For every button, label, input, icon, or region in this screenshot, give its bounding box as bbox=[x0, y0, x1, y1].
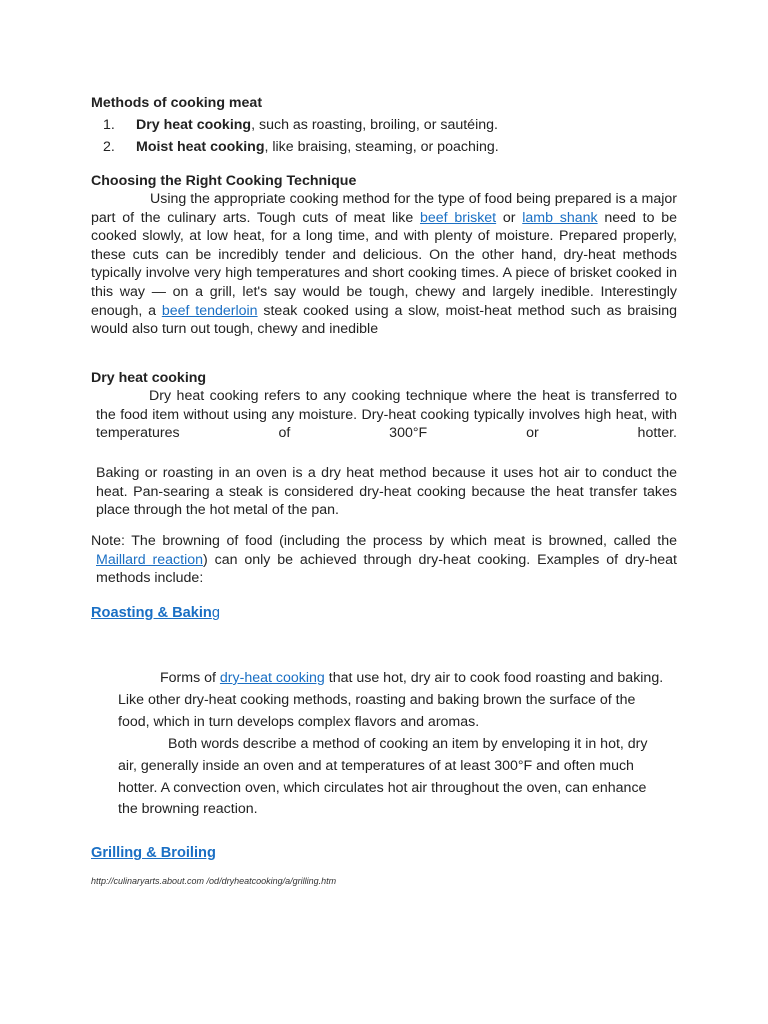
heading-grilling-broiling-link[interactable]: Grilling & Broiling bbox=[91, 845, 216, 861]
list-item-text: , like braising, steaming, or poaching. bbox=[264, 139, 499, 155]
paragraph-browning-note bbox=[91, 532, 677, 588]
paragraph-text: need to be cooked slowly, at low heat, for a long time, and with plenty of moisture. Prepared properly, these cuts can be incredibly tender and delicious. On the other hand, dry-heat methods typically involve very high temperatures and short cooking times. A piece of brisket cooked in this way — on a grill, let's say would be tough, chewy and largely inedible. Interestingly enough, a bbox=[91, 209, 678, 319]
heading-text: Roasting & Bakin bbox=[91, 605, 212, 621]
link-dry-heat-cooking[interactable]: dry-heat cooking bbox=[219, 670, 325, 686]
paragraph-roasting-baking-description: Both words describe a method of cooking an item by enveloping it in hot, dry air, generally inside an oven and at temperatures of at least 300°F and often much hotter. A convection oven, which circulates hot air throughout the oven, can enhance the browning reaction. bbox=[118, 736, 648, 818]
paragraph-baking-roasting: Baking or roasting in an oven is a dry heat method because it uses hot air to conduct the heat. Pan-searing a steak is considered dry-heat cooking because the heat transfer takes place through the hot metal of the pan. bbox=[96, 465, 677, 519]
list-number: 2. bbox=[103, 139, 115, 155]
link-lamb-shank[interactable]: lamb shank bbox=[522, 209, 598, 226]
link-maillard-reaction[interactable]: Maillard reaction bbox=[96, 551, 204, 568]
paragraph-text: ) can only be achieved through dry-heat cooking. Examples of dry-heat methods include: bbox=[96, 551, 677, 587]
paragraph-text: steak cooked using a slow, moist-heat method such as braising would also turn out tough, chewy and inedible bbox=[91, 302, 677, 338]
list-item-term: Moist heat cooking bbox=[136, 139, 265, 155]
list-item bbox=[91, 138, 711, 160]
paragraph-choosing-technique bbox=[91, 190, 677, 339]
heading-roasting-baking-link[interactable] bbox=[91, 604, 220, 623]
list-number: 1. bbox=[103, 117, 115, 133]
heading-methods-of-cooking-meat: Methods of cooking meat bbox=[91, 95, 263, 111]
paragraph-text: Forms of bbox=[160, 670, 220, 686]
list-item bbox=[91, 116, 711, 138]
link-beef-tenderloin[interactable]: beef tenderloin bbox=[161, 302, 258, 319]
paragraph-dry-heat-definition: Dry heat cooking refers to any cooking technique where the heat is transferred to the food item without using any moisture. Dry-heat cooking typically involves high heat, with temperatures of 300°F or hotter. bbox=[96, 388, 677, 442]
cooking-methods-list bbox=[91, 116, 711, 160]
list-item-term: Dry heat cooking bbox=[136, 117, 252, 133]
paragraph-roasting-baking-forms bbox=[118, 668, 666, 733]
heading-dry-heat-cooking: Dry heat cooking bbox=[91, 370, 207, 386]
list-item-text: , such as roasting, broiling, or sautéing. bbox=[251, 117, 498, 133]
paragraph-text: Note: The browning of food (including the process by which meat is browned, called the bbox=[91, 533, 677, 549]
paragraph-text: that use hot, dry air to cook food roasting and baking. Like other dry-heat cooking methods, roasting and baking brown the surface of the food, which in turn develops complex flavors and aromas. bbox=[118, 670, 664, 730]
heading-choosing-technique: Choosing the Right Cooking Technique bbox=[91, 173, 357, 189]
heading-text: g bbox=[211, 605, 220, 621]
paragraph-text: or bbox=[496, 209, 523, 226]
link-beef-brisket[interactable]: beef brisket bbox=[419, 209, 497, 226]
paragraph-text: Using the appropriate cooking method for the type of food being prepared is a major part of the culinary arts. Tough cuts of meat like bbox=[91, 191, 677, 226]
source-url: http://culinaryarts.about.com /od/dryheatcooking/a/grilling.htm bbox=[91, 876, 337, 886]
